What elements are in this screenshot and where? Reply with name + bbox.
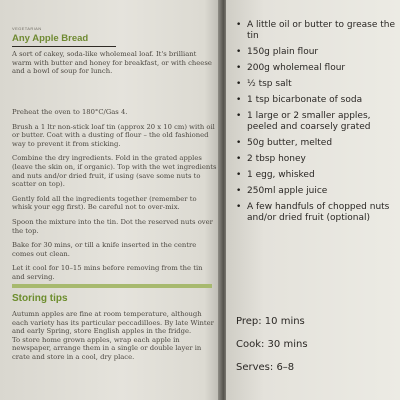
method-step: Bake for 30 mins, or till a knife inserted in the centre comes out clean. xyxy=(12,241,197,258)
ingredient-text: 1 egg, whisked xyxy=(247,170,315,180)
method-section xyxy=(12,108,217,288)
ingredient-item xyxy=(236,186,398,197)
bullet-icon: • xyxy=(236,20,242,30)
recipe-category: VEGETARIAN xyxy=(12,26,42,31)
section-divider xyxy=(12,284,212,288)
ingredient-item xyxy=(236,138,398,149)
bullet-icon: • xyxy=(236,95,242,105)
method-step: Combine the dry ingredients. Fold in the grated apples (leave the skin on, if organic). Top with the wet ingredients and nuts and/or dried fruit, if using (save some nuts to scatter on top). xyxy=(12,154,217,189)
ingredient-text: ½ tsp salt xyxy=(247,79,292,89)
method-step: Preheat the oven to 180°C/Gas 4. xyxy=(12,108,128,116)
ingredient-text: 250ml apple juice xyxy=(247,186,328,196)
storing-tips-heading: Storing tips xyxy=(12,293,68,304)
ingredient-text: A little oil or butter to grease the tin xyxy=(247,20,396,41)
recipe-title: Any Apple Bread xyxy=(12,33,89,44)
method-step: Let it cool for 10–15 mins before removing from the tin and serving. xyxy=(12,264,203,281)
ingredient-item xyxy=(236,170,398,181)
ingredients-list xyxy=(236,20,398,229)
ingredient-text: 1 tsp bicarbonate of soda xyxy=(247,95,363,105)
ingredient-text: 50g butter, melted xyxy=(247,138,333,148)
method-step: Spoon the mixture into the tin. Dot the reserved nuts over the top. xyxy=(12,217,213,235)
storing-tip: To store home grown apples, wrap each apple in newspaper, arrange them in a single or double layer in crate and store in a cool, dry place. xyxy=(12,335,202,361)
bullet-icon: • xyxy=(236,111,242,121)
ingredient-item xyxy=(236,95,398,106)
bullet-icon: • xyxy=(236,170,242,180)
bullet-icon: • xyxy=(236,202,242,212)
ingredient-item xyxy=(236,79,398,90)
ingredient-text: 2 tbsp honey xyxy=(247,154,306,164)
storing-tip: Autumn apples are fine at room temperature, although each variety has its particular peccadilloes. By late Winter and early Spring, store English apples in the fridge. xyxy=(12,310,214,336)
recipe-intro: A sort of cakey, soda-like wholemeal loaf. It's brilliant warm with butter and honey for breakfast, or with cheese and a bowl of soup for lunch. xyxy=(12,50,212,76)
bullet-icon: • xyxy=(236,47,242,57)
ingredient-text: A few handfuls of chopped nuts and/or dried fruit (optional) xyxy=(247,202,390,223)
bullet-icon: • xyxy=(236,63,242,73)
bullet-icon: • xyxy=(236,154,242,164)
ingredient-item xyxy=(236,63,398,74)
bullet-icon: • xyxy=(236,186,242,196)
prep-time: Prep: 10 mins xyxy=(236,316,305,327)
ingredient-item xyxy=(236,47,398,58)
ingredient-item xyxy=(236,20,398,42)
method-step: Brush a 1 ltr non-stick loaf tin (approx 20 x 10 cm) with oil or butter. Coat with a dusting of flour – the old fashioned way to prevent it from sticking. xyxy=(12,122,215,148)
cook-time: Cook: 30 mins xyxy=(236,339,308,350)
ingredient-item xyxy=(236,154,398,165)
title-rule xyxy=(12,46,116,47)
ingredient-item xyxy=(236,111,398,133)
storing-tips xyxy=(12,310,217,362)
bullet-icon: • xyxy=(236,79,242,89)
bullet-icon: • xyxy=(236,138,242,148)
ingredient-text: 150g plain flour xyxy=(247,47,319,57)
servings: Serves: 6–8 xyxy=(236,362,295,373)
ingredient-text: 200g wholemeal flour xyxy=(247,63,346,73)
ingredient-item xyxy=(236,202,398,224)
method-step: Gently fold all the ingredients together (remember to whisk your egg first). Be careful not to over-mix. xyxy=(12,194,197,212)
ingredient-text: 1 large or 2 smaller apples, peeled and coarsely grated xyxy=(247,111,371,132)
